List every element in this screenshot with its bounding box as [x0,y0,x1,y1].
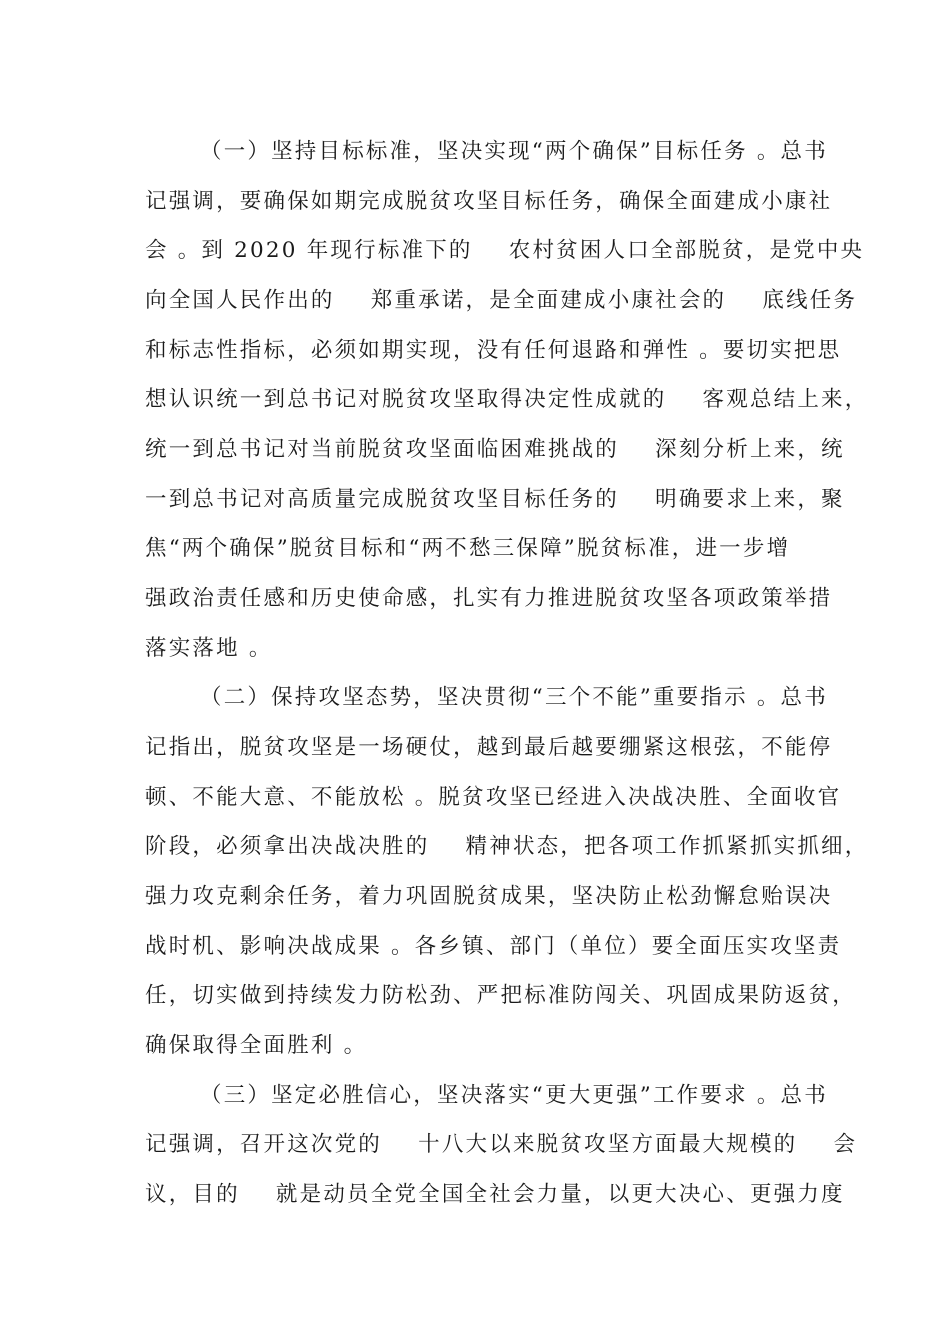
paragraph-1-line-5: 和标志性指标，必须如期实现，没有任何退路和弹性 。要切实把思 [145,338,842,363]
paragraph-2-line-4: 阶段，必须拿出决战决胜的 精神状态，把各项工作抓紧抓实抓细， [145,834,869,859]
paragraph-1-line-10: 强政治责任感和历史使命感，扎实有力推进脱贫攻坚各项政策举措 [145,586,833,611]
paragraph-3-line-2: 记强调，召开这次党的 十八大以来脱贫攻坚方面最大规模的 会 [145,1132,858,1157]
paragraph-1-line-7: 统一到总书记对当前脱贫攻坚面临困难挑战的 深刻分析上来，统 [145,437,845,462]
paragraph-1-line-3: 会 。到 2020 年现行标准下的 农村贫困人口全部脱贫，是党中央 [145,238,865,263]
paragraph-3-line-1: （三）坚定必胜信心，坚决落实“更大更强”工作要求 。总书 [200,1083,828,1108]
paragraph-1-line-8: 一到总书记对高质量完成脱贫攻坚目标任务的 明确要求上来，聚 [145,487,845,512]
paragraph-2-line-3: 顿、不能大意、不能放松 。脱贫攻坚已经进入决战决胜、全面收官 [145,785,842,810]
paragraph-1-line-1: （一）坚持目标标准，坚决实现“两个确保”目标任务 。总书 [200,139,828,164]
paragraph-2-line-6: 战时机、影响决战成果 。各乡镇、部门（单位）要全面压实攻坚责 [145,934,842,959]
paragraph-3-line-3: 议，目的 就是动员全党全国全社会力量，以更大决心、更强力度 [145,1182,845,1207]
paragraph-2-line-2: 记指出，脱贫攻坚是一场硬仗，越到最后越要绷紧这根弦，不能停 [145,735,833,760]
paragraph-2-line-8: 确保取得全面胜利 。 [145,1033,368,1058]
paragraph-2-line-7: 任，切实做到持续发力防松劲、严把标准防闯关、巩固成果防返贫， [145,983,857,1008]
paragraph-1-line-4: 向全国人民作出的 郑重承诺，是全面建成小康社会的 底线任务 [145,288,858,313]
paragraph-1-line-9: 焦“两个确保”脱贫目标和“两不愁三保障”脱贫标准，进一步增 [145,536,791,561]
paragraph-1-line-6: 想认识统一到总书记对脱贫攻坚取得决定性成就的 客观总结上来， [145,387,869,412]
paragraph-2-line-1: （二）保持攻坚态势，坚决贯彻“三个不能”重要指示 。总书 [200,685,828,710]
paragraph-2-line-5: 强力攻克剩余任务，着力巩固脱贫成果，坚决防止松劲懈怠贻误决 [145,884,833,909]
paragraph-1-line-2: 记强调，要确保如期完成脱贫攻坚目标任务，确保全面建成小康社 [145,189,833,214]
paragraph-1-line-11: 落实落地 。 [145,636,273,661]
